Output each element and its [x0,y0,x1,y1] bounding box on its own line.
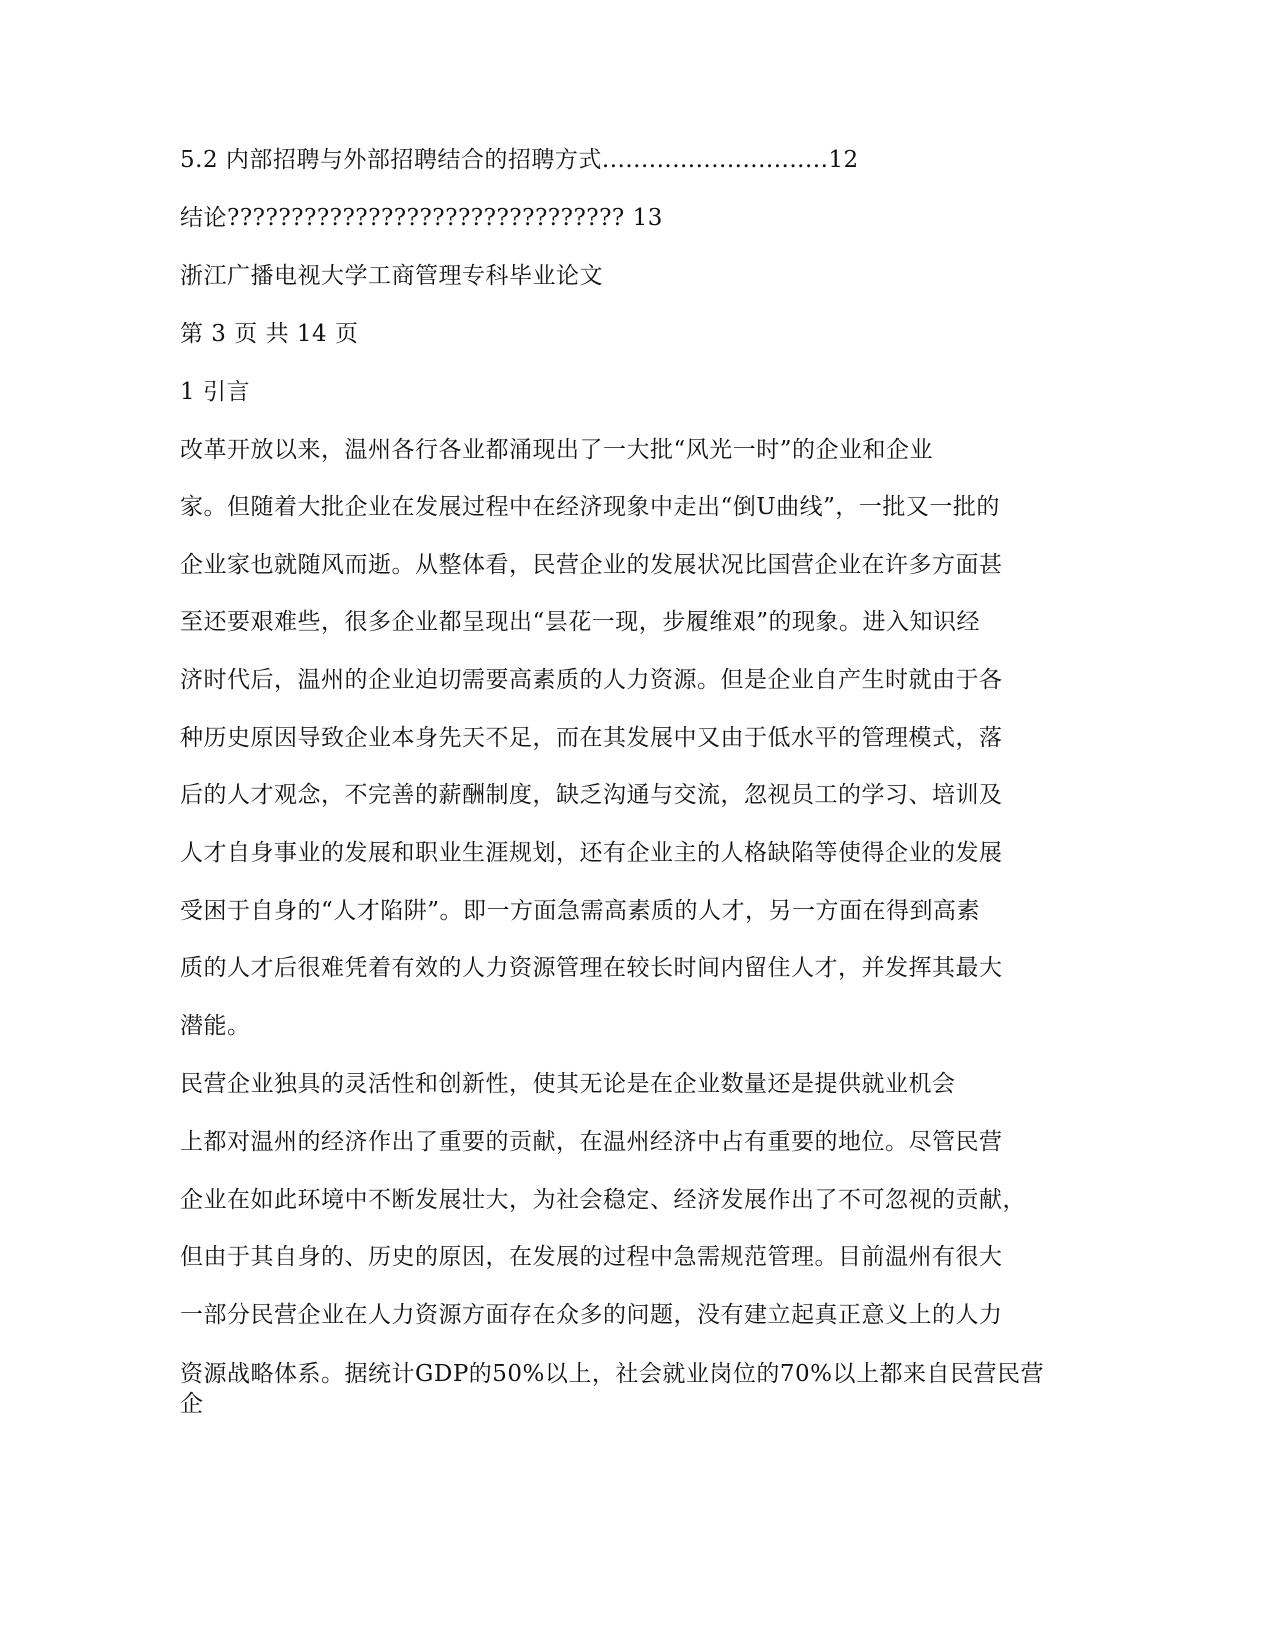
paragraph-1-line: 家。但随着大批企业在发展过程中在经济现象中走出“倒U曲线”，一批又一批的 [180,494,1000,520]
paragraph-1-line: 质的人才后很难凭着有效的人力资源管理在较长时间内留住人才，并发挥其最大 [180,955,1003,981]
paragraph-1-line: 种历史原因导致企业本身先天不足，而在其发展中又由于低水平的管理模式，落 [180,725,1003,751]
paragraph-1-line: 受困于自身的“人才陷阱”。即一方面急需高素质的人才，另一方面在得到高素 [180,898,981,924]
paragraph-1-line: 潜能。 [180,1013,251,1039]
paragraph-2-line: 但由于其自身的、历史的原因，在发展的过程中急需规范管理。目前温州有很大 [180,1244,1003,1270]
toc-entry-conclusion: 结论??????????????????????????????? 13 [180,205,663,231]
paragraph-1-line: 至还要艰难些，很多企业都呈现出“昙花一现，步履维艰”的现象。进入知识经 [180,609,981,635]
paragraph-1-line: 人才自身事业的发展和职业生涯规划，还有企业主的人格缺陷等使得企业的发展 [180,840,1003,866]
toc-entry-5-2: 5.2 内部招聘与外部招聘结合的招聘方式.............................12 [180,147,859,173]
paragraph-1-line: 济时代后，温州的企业迫切需要高素质的人力资源。但是企业自产生时就由于各 [180,667,1003,693]
document-header-title: 浙江广播电视大学工商管理专科毕业论文 [180,263,603,289]
section-heading: 1 引言 [180,379,250,405]
paragraph-2-line: 企业在如此环境中不断发展壮大，为社会稳定、经济发展作出了不可忽视的贡献， [180,1187,1026,1213]
paragraph-1-line: 企业家也就随风而逝。从整体看，民营企业的发展状况比国营企业在许多方面甚 [180,552,1003,578]
page-number-info: 第 3 页 共 14 页 [180,321,359,347]
paragraph-2-line: 民营企业独具的灵活性和创新性，使其无论是在企业数量还是提供就业机会 [180,1071,956,1097]
paragraph-2-line: 上都对温州的经济作出了重要的贡献，在温州经济中占有重要的地位。尽管民营 [180,1129,1003,1155]
paragraph-1-line: 改革开放以来，温州各行各业都涌现出了一大批“风光一时”的企业和企业 [180,437,934,463]
paragraph-2-line: 资源战略体系。据统计GDP的50%以上，社会就业岗位的70%以上都来自民营民营企 [180,1361,1045,1417]
paragraph-1-line: 后的人才观念，不完善的薪酬制度，缺乏沟通与交流，忽视员工的学习、培训及 [180,782,1003,808]
paragraph-2-line: 一部分民营企业在人力资源方面存在众多的问题，没有建立起真正意义上的人力 [180,1302,1003,1328]
